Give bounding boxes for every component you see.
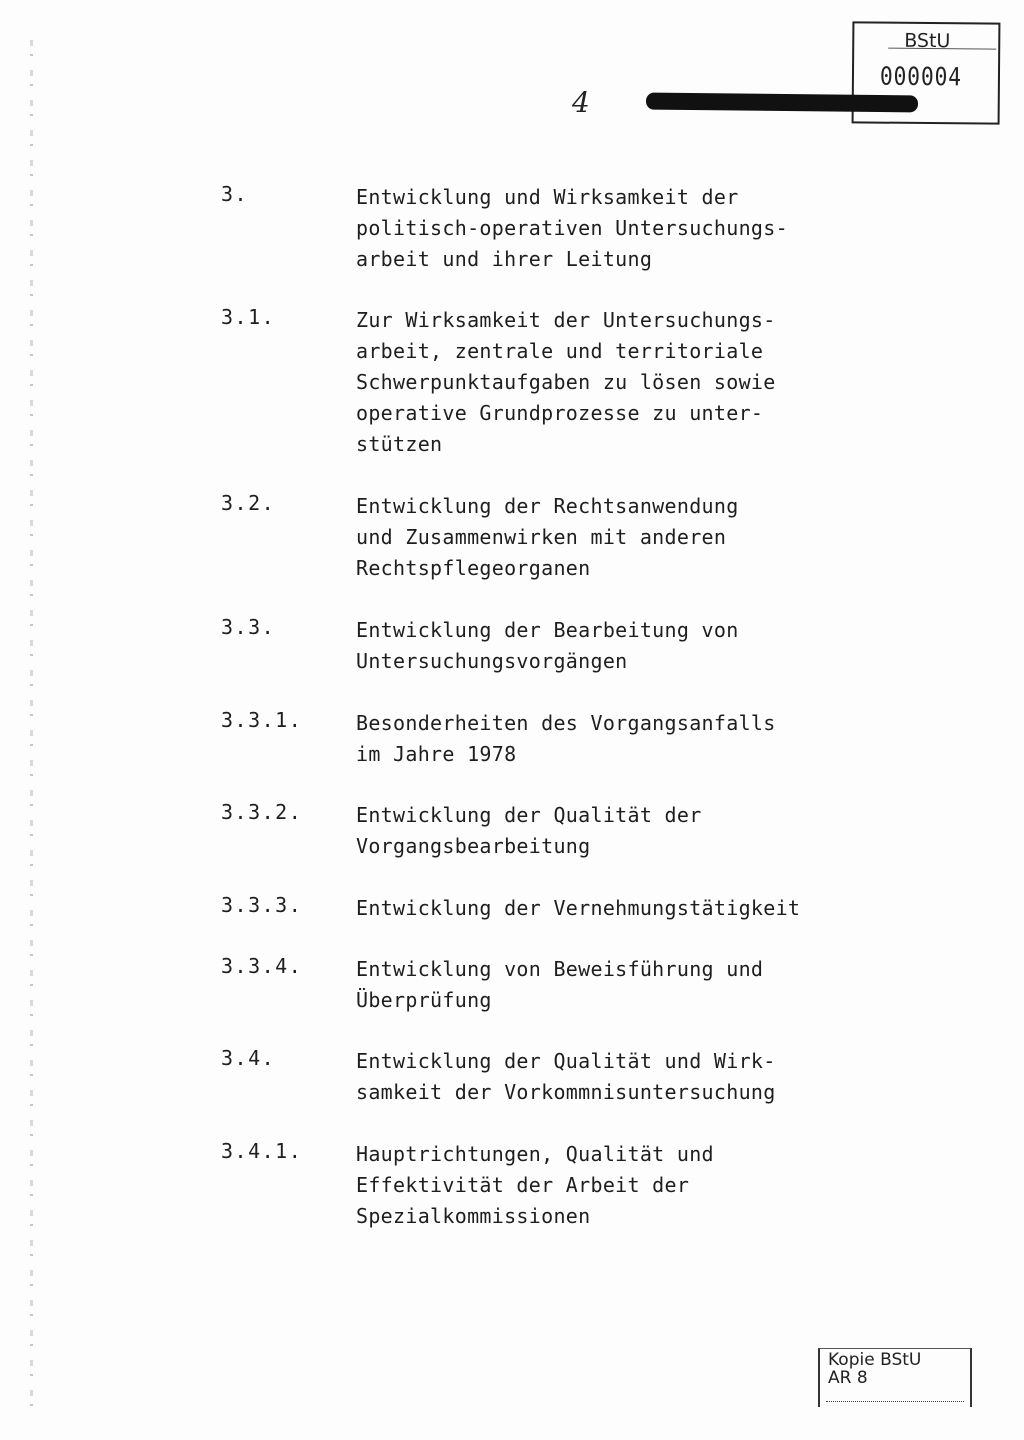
toc-title: Entwicklung der Qualität der Vorgangsbearbeitung [356,803,702,858]
stamp-underline [826,1401,964,1402]
toc-title: Besonderheiten des Vorgangsanfalls im Jahre 1978 [356,711,776,766]
stamp-label: BStU [904,29,951,53]
toc-title: Zur Wirksamkeit der Untersuchungs- arbeit, zentrale und territoriale Schwerpunktaufgaben zu lösen sowie operative Grundprozesse zu unter- stützen [356,308,776,456]
toc-number: 3.3.2. [221,800,303,824]
archive-reference: AR 8 [828,1368,868,1388]
toc-title: Entwicklung der Bearbeitung von Untersuchungsvorgängen [356,618,739,673]
redaction-bar [646,93,918,113]
page-number: 4 [572,86,590,119]
toc-number: 3.3.3. [221,893,303,917]
toc-number: 3.3.1. [221,708,303,732]
copy-stamp [818,1348,972,1407]
copy-stamp-label: Kopie BStU [828,1350,922,1370]
toc-number: 3.4. [221,1046,276,1070]
toc-number: 3.2. [221,491,276,515]
toc-number: 3.3. [221,615,276,639]
toc-number: 3.1. [221,305,276,329]
toc-number: 3.3.4. [221,954,303,978]
toc-title: Entwicklung von Beweisführung und Überprüfung [356,957,764,1012]
toc-title: Entwicklung der Qualität und Wirk- samkeit der Vorkommnisuntersuchung [356,1049,776,1104]
toc-title: Hauptrichtungen, Qualität und Effektivität der Arbeit der Spezialkommissionen [356,1142,714,1228]
scan-edge-artifact [30,40,33,1420]
toc-number: 3.4.1. [221,1139,303,1163]
toc-title: Entwicklung und Wirksamkeit der politisch-operativen Untersuchungs- arbeit und ihrer Leitung [356,185,788,271]
toc-number: 3. [221,182,249,206]
stamp-page-number: 000004 [879,61,962,92]
toc-title: Entwicklung der Rechtsanwendung und Zusammenwirken mit anderen Rechtspflegeorganen [356,494,739,580]
toc-title: Entwicklung der Vernehmungstätigkeit [356,896,801,920]
